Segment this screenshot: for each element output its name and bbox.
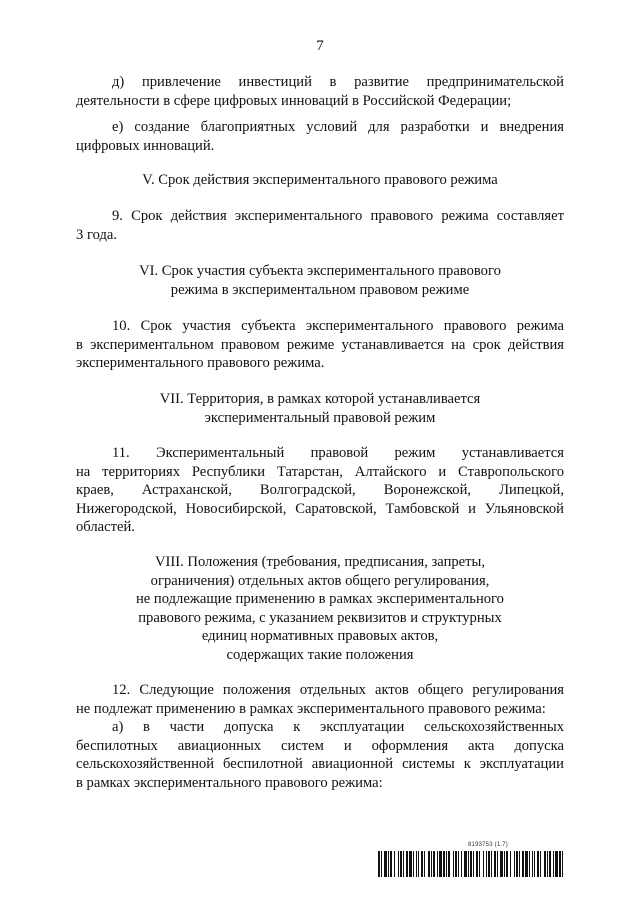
heading-line: единиц нормативных правовых актов, — [201, 628, 439, 644]
text-line: цифровых инноваций. — [76, 137, 215, 154]
heading-line: не подлежащие применению в рамках экспериментального — [136, 591, 504, 607]
paragraph-d — [76, 73, 564, 110]
text-line: экспериментального правового режима. — [76, 355, 325, 371]
paragraph-10 — [76, 317, 564, 373]
text-line: а) в части допуска к эксплуатации сельскохозяйственных — [112, 719, 564, 735]
heading-line: содержащих такие положения — [226, 646, 414, 663]
text-line: 12. Следующие положения отдельных актов общего регулирования — [112, 682, 564, 698]
text-line: не подлежат применению в рамках экспериментального правового режима: — [76, 700, 546, 717]
barcode-number: 8193753 (1.7) — [468, 842, 508, 848]
text-line: деятельности в сфере цифровых инноваций в Российской Федерации; — [76, 92, 512, 109]
page-number: 7 — [316, 38, 324, 54]
text-line: Нижегородской, Новосибирской, Саратовской, Тамбовской и Ульяновской — [76, 500, 564, 517]
heading-line: режима в экспериментальном правовом режиме — [170, 281, 470, 298]
heading-line: VI. Срок участия субъекта экспериментального правового — [139, 263, 501, 279]
text-line: в рамках экспериментального правового режима: — [76, 774, 383, 791]
heading-line: VIII. Положения (требования, предписания, запреты, — [154, 554, 485, 570]
text-line: областей. — [76, 519, 135, 535]
text-line: 3 года. — [76, 226, 117, 243]
text-line: сельскохозяйственной беспилотной авиационной системы к эксплуатации — [76, 756, 564, 772]
paragraph-9 — [76, 207, 564, 244]
text-line: в экспериментальном правовом режиме устанавливается на срок действия — [76, 336, 564, 353]
text-line: 9. Срок действия экспериментального правового режима составляет — [112, 208, 564, 224]
section-heading-vii — [76, 390, 564, 427]
text-line: 11. Экспериментальный правовой режим устанавливается — [112, 445, 564, 461]
paragraph-e — [76, 118, 564, 155]
heading-line: экспериментальный правовой режим — [204, 409, 436, 426]
paragraph-11 — [76, 444, 564, 537]
section-heading-vi — [76, 262, 564, 299]
barcode-icon — [378, 851, 564, 877]
text-line: краев, Астраханской, Волгоградской, Воронежской, Липецкой, — [76, 482, 564, 498]
text-line: беспилотных авиационных систем и оформления акта допуска — [76, 737, 564, 754]
text-line: д) привлечение инвестиций в развитие предпринимательской — [112, 74, 564, 90]
paragraph-12 — [76, 681, 564, 718]
text-line: на территориях Республики Татарстан, Алтайского и Ставропольского — [76, 463, 564, 480]
section-heading-v: V. Срок действия экспериментального правового режима — [142, 172, 498, 188]
text-line: е) создание благоприятных условий для разработки и внедрения — [112, 119, 564, 135]
paragraph-12a — [76, 718, 564, 792]
heading-line: VII. Территория, в рамках которой устанавливается — [159, 391, 481, 407]
heading-line: правового режима, с указанием реквизитов и структурных — [138, 609, 502, 626]
text-line: 10. Срок участия субъекта экспериментального правового режима — [112, 318, 564, 334]
heading-line: ограничения) отдельных актов общего регулирования, — [150, 572, 490, 589]
section-heading-viii — [76, 553, 564, 664]
